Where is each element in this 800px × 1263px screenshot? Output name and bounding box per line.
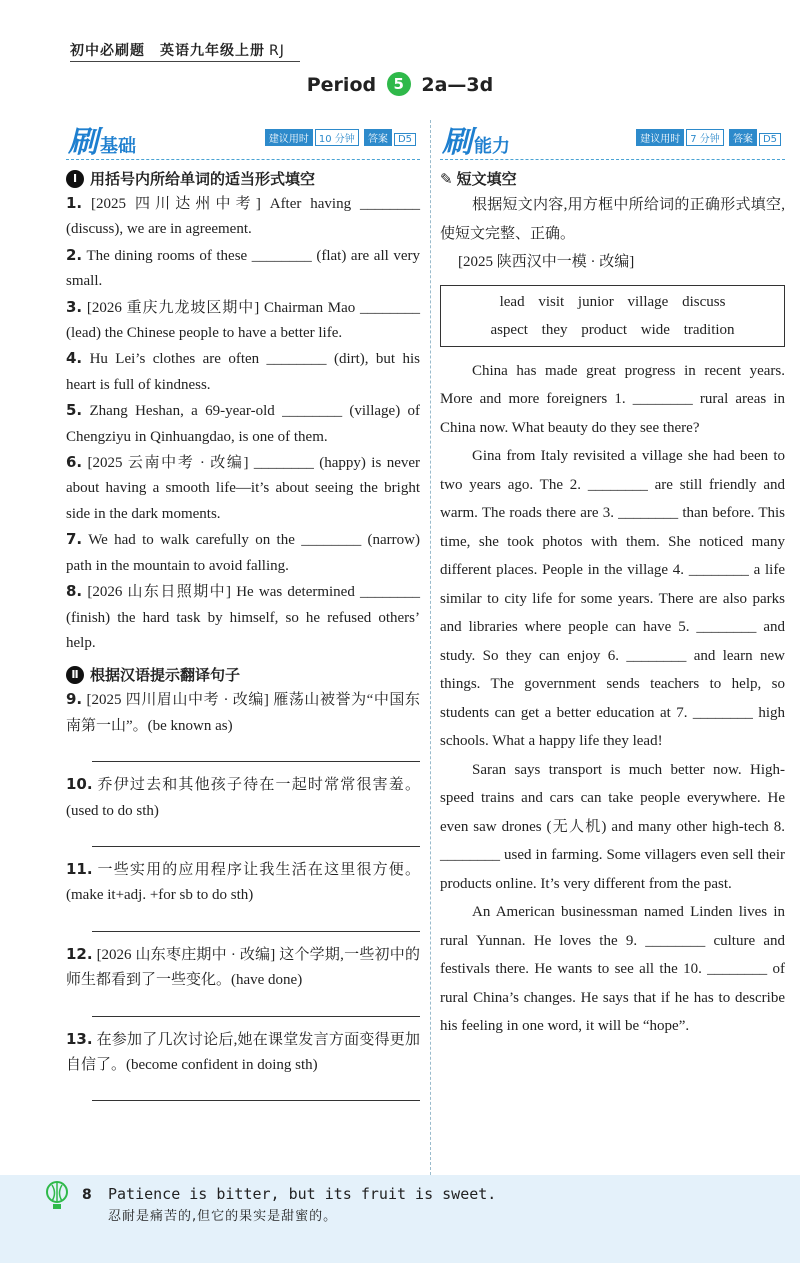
question-number: 7.: [66, 530, 83, 549]
task-instructions: 根据短文内容,用方框中所给词的正确形式填空,使短文完整、正确。: [440, 197, 785, 242]
section-label: 基础: [100, 136, 136, 157]
time-value: 7 分钟: [686, 129, 724, 146]
question-text: 一些实用的应用程序让我生活在这里很方便。(make it+adj. +for sb to do sth): [66, 861, 420, 904]
ability-section: [440, 115, 785, 1041]
page-number: 8: [82, 1187, 92, 1203]
question-12: [66, 942, 420, 994]
question-text: [2025 四川达州中考] After having ________ (discuss), we are in agreement.: [66, 196, 421, 238]
section-label: 能力: [474, 136, 510, 157]
question-number: 1.: [66, 194, 83, 212]
answer-page: D5: [759, 133, 781, 146]
question-5: [66, 398, 420, 450]
answer-line: [92, 1000, 420, 1017]
answer-line: [92, 830, 420, 847]
column-divider: [430, 120, 431, 1175]
question-2: [66, 243, 420, 295]
part-2-title: 根据汉语提示翻译句子: [90, 666, 241, 685]
time-label: 建议用时: [636, 129, 684, 146]
answer-line: [92, 745, 420, 762]
basic-section-header: [66, 115, 420, 160]
question-number: 8.: [66, 582, 83, 601]
ability-section-header: [440, 115, 785, 160]
question-1: [66, 191, 420, 243]
question-11: [66, 857, 420, 909]
word-box-row-2: aspect they product wide tradition: [490, 321, 735, 338]
question-text: We had to walk carefully on the ________ (narrow) path in the mountain to avoid falling.: [66, 532, 420, 574]
part-2-heading: [66, 664, 420, 685]
question-7: [66, 527, 420, 579]
question-text: 在参加了几次讨论后,她在课堂发言方面变得更加自信了。(become confident in doing sth): [66, 1031, 420, 1073]
time-value: 10 分钟: [315, 129, 359, 146]
time-tags: [634, 129, 781, 146]
question-text: Hu Lei’s clothes are often ________ (dirt), but his heart is full of kindness.: [66, 351, 421, 393]
part-2-number: Ⅱ: [66, 666, 84, 684]
part-1-number: Ⅰ: [66, 170, 84, 188]
part-1-title: 用括号内所给单词的适当形式填空: [90, 170, 316, 188]
part-1-heading: [66, 168, 420, 189]
question-number: 4.: [66, 349, 83, 368]
question-number: 9.: [66, 690, 83, 709]
question-text: Zhang Heshan, a 69-year-old ________ (village) of Chengziyu in Qinhuangdao, is one of them.: [66, 403, 420, 445]
pen-icon: ✎: [440, 169, 453, 188]
page-footer: [0, 1175, 800, 1263]
question-number: 13.: [66, 1029, 93, 1048]
question-8: [66, 579, 420, 656]
brush-glyph: 刷: [442, 125, 472, 160]
question-10: [66, 772, 420, 824]
source-tag: [2025 陕西汉中一模 · 改编]: [458, 254, 635, 270]
period-range: 2a—3d: [421, 74, 494, 96]
period-title: [0, 72, 800, 96]
answer-label: 答案: [364, 129, 392, 146]
passage-paragraph-3: Saran says transport is much better now. High-speed trains and cars can take people everywhere. He even saw drones (无人机) and many other high-tech 8. ________ used in farming. Some villagers even sell their products online. It’s very different from the past.: [440, 761, 785, 892]
brush-glyph: 刷: [68, 125, 98, 160]
period-label: Period: [306, 74, 377, 96]
word-box-row-1: lead visit junior village discuss: [499, 293, 726, 310]
question-9: [66, 687, 420, 739]
header-rule: [70, 61, 300, 62]
question-number: 12.: [66, 944, 93, 963]
question-text: [2026 重庆九龙坡区期中] Chairman Mao ________ (lead) the Chinese people to have a better life.: [66, 299, 421, 342]
time-label: 建议用时: [265, 129, 313, 146]
question-number: 10.: [66, 775, 93, 794]
book-title: 初中必刷题 英语九年级上册: [70, 43, 265, 59]
question-number: 6.: [66, 453, 83, 472]
motto-chinese: 忍耐是痛苦的,但它的果实是甜蜜的。: [108, 1209, 338, 1224]
word-box: [440, 285, 785, 347]
question-4: [66, 346, 420, 398]
period-number-badge: 5: [387, 72, 411, 96]
edition-label: RJ: [269, 43, 285, 59]
task-heading: [440, 168, 785, 189]
question-6: [66, 450, 420, 527]
question-number: 2.: [66, 245, 83, 264]
answer-line: [92, 1084, 420, 1101]
question-13: [66, 1027, 420, 1079]
question-text: 乔伊过去和其他孩子待在一起时常常很害羞。(used to do sth): [66, 777, 420, 819]
question-number: 3.: [66, 297, 83, 316]
question-text: The dining rooms of these ________ (flat) are all very small.: [66, 247, 421, 290]
question-number: 5.: [66, 401, 83, 420]
brush-logo: [68, 117, 136, 161]
passage-paragraph-1: China has made great progress in recent years. More and more foreigners 1. ________ rural areas in China now. What beauty do they see there?: [440, 362, 785, 436]
balloon-icon: [44, 1181, 70, 1211]
motto-english: Patience is bitter, but its fruit is sweet.: [108, 1185, 497, 1203]
question-text: [2025 云南中考 · 改编] ________ (happy) is never about having a smooth life—it’s about seeing the bright side in the dark moments.: [66, 455, 421, 522]
question-3: [66, 295, 420, 347]
question-text: [2026 山东枣庄期中 · 改编] 这个学期,一些初中的师生都看到了一些变化。(have done): [66, 946, 420, 989]
question-number: 11.: [66, 859, 93, 878]
passage-paragraph-2: Gina from Italy revisited a village she had been to two years ago. The 2. ________ are still friendly and warm. The roads there are 3. ________ than before. This time, she took photos with them. She noticed many different places. People in the village 4. ________ a life similar to city life for some years. There are also parks and libraries where people can have 5. ________ and study. So they can enjoy 6. ________ and learn new things. The government sends teachers to help, so students can get a better education at 7. ________ high schools. What a happy life they lead!: [440, 448, 785, 749]
brush-logo: [442, 117, 510, 161]
time-tags: [263, 129, 416, 146]
question-text: [2026 山东日照期中] He was determined ________ (finish) the hard task by himself, so he refused others’ help.: [66, 584, 421, 651]
question-text: [2025 四川眉山中考 · 改编] 雁荡山被誉为“中国东南第一山”。(be known as): [66, 692, 421, 734]
task-title: 短文填空: [456, 170, 517, 188]
answer-label: 答案: [729, 129, 757, 146]
basic-section: [66, 115, 420, 1101]
answer-page: D5: [394, 133, 416, 146]
passage-paragraph-4: An American businessman named Linden lives in rural Yunnan. He loves the 9. ________ culture and festivals there. He wants to see all the 10. ________ of rural China’s changes. He says that if he has to describe his feeling in one word, it will be “hope”.: [440, 904, 785, 1034]
book-header: [70, 40, 285, 60]
answer-line: [92, 915, 420, 932]
